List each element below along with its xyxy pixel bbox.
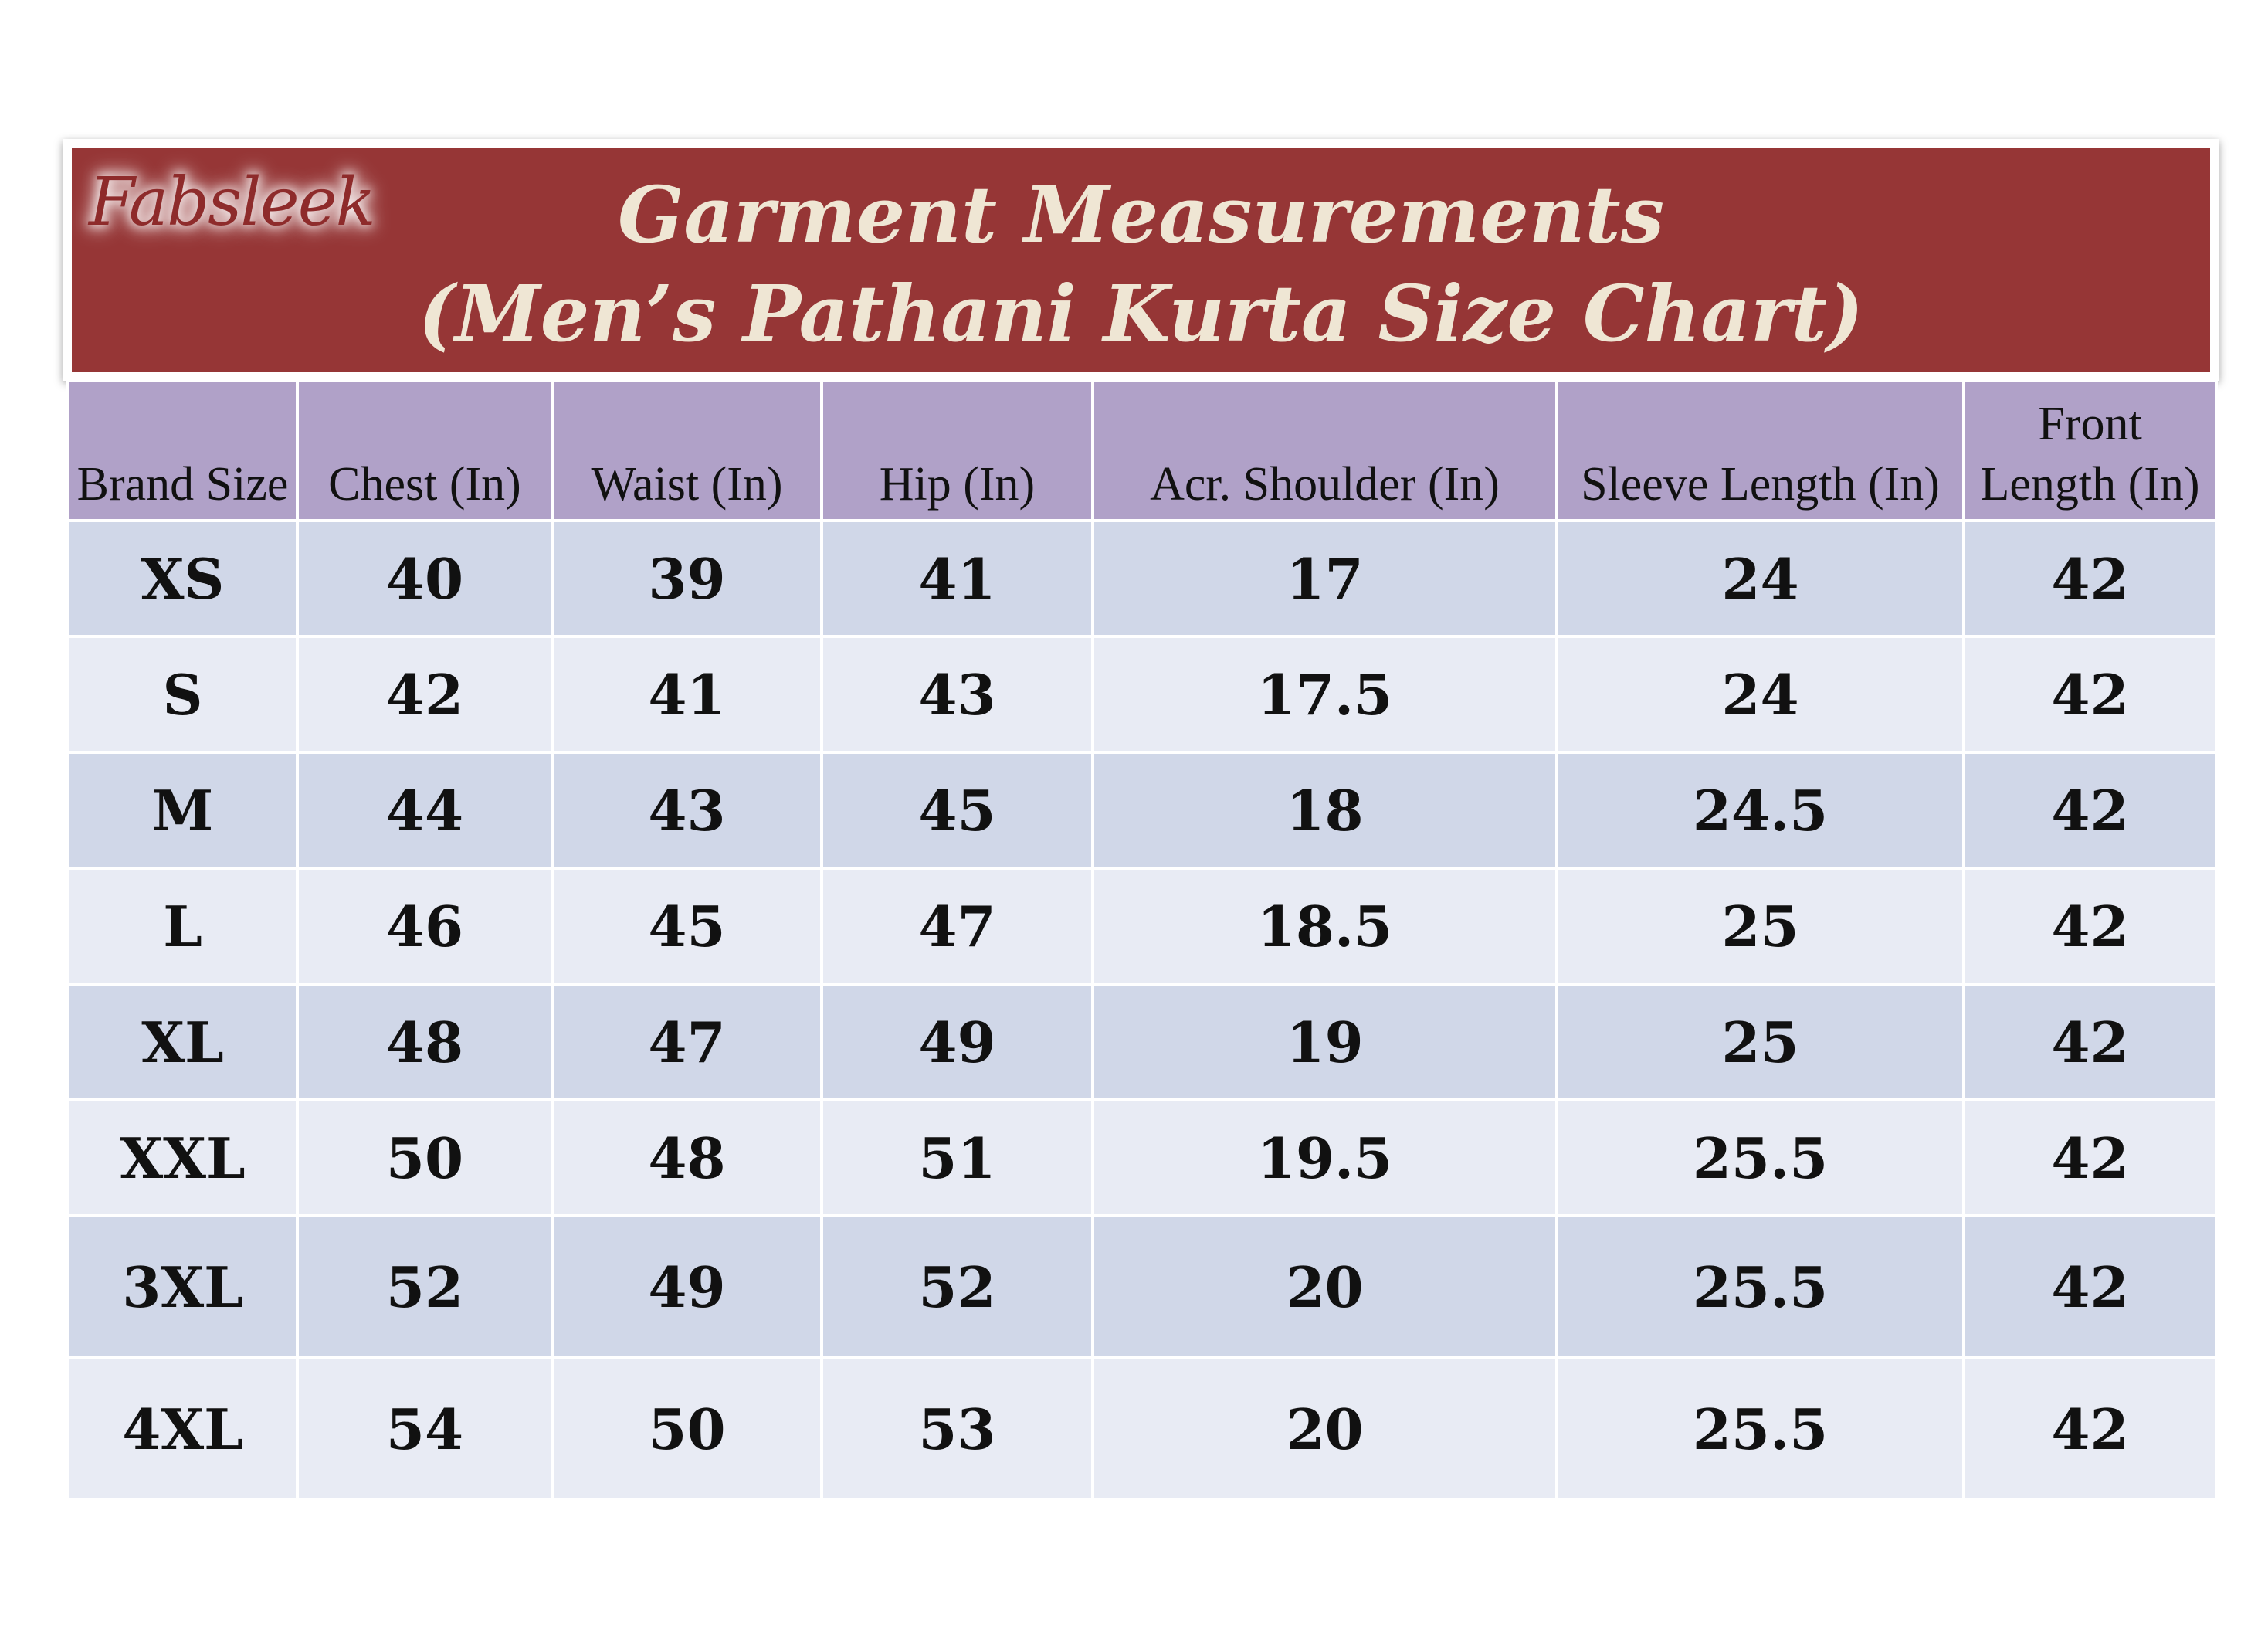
cell-sleeve-length: 25.5 — [1557, 1100, 1964, 1216]
cell-shoulder: 17.5 — [1093, 636, 1557, 752]
cell-sleeve-length: 24 — [1557, 636, 1964, 752]
cell-front-length: 42 — [1964, 868, 2216, 984]
header-brand-size: Brand Size — [68, 380, 297, 521]
cell-front-length: 42 — [1964, 1358, 2216, 1500]
table-row — [68, 636, 2216, 752]
title-line-1: Garment Measurements — [617, 169, 1665, 260]
table-row — [68, 1358, 2216, 1500]
header-waist: Waist (In) — [552, 380, 822, 521]
header-front-length — [1964, 380, 2216, 521]
cell-waist: 49 — [552, 1216, 822, 1358]
cell-front-length: 42 — [1964, 752, 2216, 868]
table-row — [68, 752, 2216, 868]
cell-chest: 46 — [297, 868, 552, 984]
cell-hip: 52 — [822, 1216, 1093, 1358]
cell-waist: 43 — [552, 752, 822, 868]
cell-waist: 48 — [552, 1100, 822, 1216]
size-chart-table — [66, 378, 2218, 1502]
cell-sleeve-length: 25.5 — [1557, 1358, 1964, 1500]
cell-chest: 50 — [297, 1100, 552, 1216]
cell-sleeve-length: 25.5 — [1557, 1216, 1964, 1358]
cell-size: XL — [68, 984, 297, 1100]
cell-waist: 41 — [552, 636, 822, 752]
cell-hip: 47 — [822, 868, 1093, 984]
cell-front-length: 42 — [1964, 521, 2216, 636]
header-chest: Chest (In) — [297, 380, 552, 521]
cell-chest: 48 — [297, 984, 552, 1100]
table-row — [68, 1216, 2216, 1358]
title-banner-frame — [63, 139, 2219, 381]
header-row — [68, 380, 2216, 521]
cell-size: S — [68, 636, 297, 752]
cell-hip: 51 — [822, 1100, 1093, 1216]
cell-front-length: 42 — [1964, 1216, 2216, 1358]
cell-size: M — [68, 752, 297, 868]
cell-front-length: 42 — [1964, 1100, 2216, 1216]
table-row — [68, 868, 2216, 984]
cell-chest: 52 — [297, 1216, 552, 1358]
cell-sleeve-length: 24.5 — [1557, 752, 1964, 868]
cell-hip: 45 — [822, 752, 1093, 868]
cell-waist: 39 — [552, 521, 822, 636]
cell-chest: 44 — [297, 752, 552, 868]
header-front-length-line-2: Length (In) — [1980, 458, 2200, 511]
cell-shoulder: 20 — [1093, 1216, 1557, 1358]
cell-hip: 41 — [822, 521, 1093, 636]
cell-front-length: 42 — [1964, 636, 2216, 752]
cell-waist: 45 — [552, 868, 822, 984]
cell-chest: 40 — [297, 521, 552, 636]
cell-sleeve-length: 24 — [1557, 521, 1964, 636]
cell-sleeve-length: 25 — [1557, 868, 1964, 984]
cell-shoulder: 19 — [1093, 984, 1557, 1100]
header-sleeve-length: Sleeve Length (In) — [1557, 380, 1964, 521]
title-line-2: (Men’s Pathani Kurta Size Chart) — [418, 268, 1864, 359]
table-row — [68, 984, 2216, 1100]
cell-waist: 47 — [552, 984, 822, 1100]
cell-size: XS — [68, 521, 297, 636]
cell-sleeve-length: 25 — [1557, 984, 1964, 1100]
header-shoulder: Acr. Shoulder (In) — [1093, 380, 1557, 521]
cell-size: 4XL — [68, 1358, 297, 1500]
brand-logo: Fabsleek — [89, 164, 375, 241]
cell-shoulder: 19.5 — [1093, 1100, 1557, 1216]
cell-hip: 53 — [822, 1358, 1093, 1500]
header-hip: Hip (In) — [822, 380, 1093, 521]
cell-shoulder: 18 — [1093, 752, 1557, 868]
table-row — [68, 521, 2216, 636]
cell-hip: 43 — [822, 636, 1093, 752]
cell-size: XXL — [68, 1100, 297, 1216]
cell-chest: 54 — [297, 1358, 552, 1500]
cell-shoulder: 18.5 — [1093, 868, 1557, 984]
cell-front-length: 42 — [1964, 984, 2216, 1100]
cell-chest: 42 — [297, 636, 552, 752]
title-banner — [72, 148, 2210, 372]
header-front-length-line-1: Front — [2038, 398, 2142, 450]
cell-size: 3XL — [68, 1216, 297, 1358]
cell-shoulder: 17 — [1093, 521, 1557, 636]
cell-shoulder: 20 — [1093, 1358, 1557, 1500]
cell-waist: 50 — [552, 1358, 822, 1500]
page-title — [72, 165, 2210, 363]
cell-size: L — [68, 868, 297, 984]
cell-hip: 49 — [822, 984, 1093, 1100]
table-row — [68, 1100, 2216, 1216]
